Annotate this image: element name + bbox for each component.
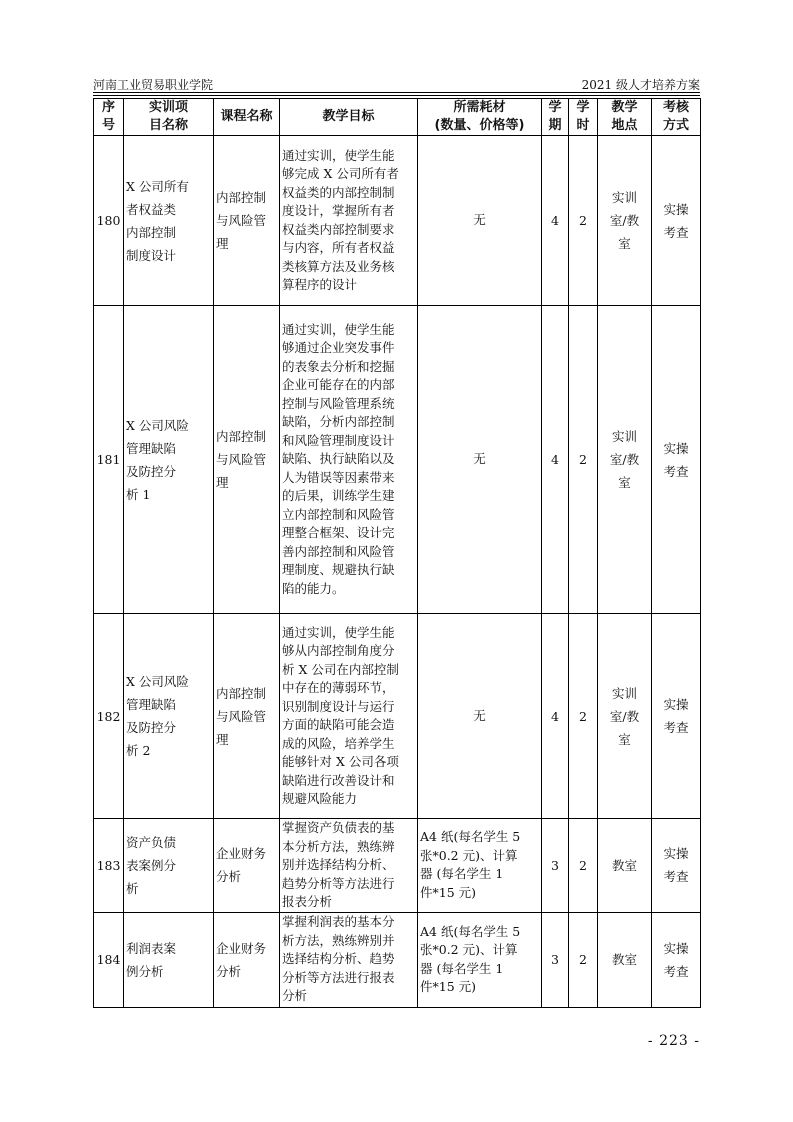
cell-hours: 2 bbox=[569, 614, 598, 819]
cell-course-line: 理 bbox=[216, 731, 229, 747]
cell-goal-line: 算程序的设计 bbox=[282, 277, 358, 292]
cell-method bbox=[652, 912, 701, 1007]
cell-goal-line: 陷的能力。 bbox=[282, 580, 345, 596]
cell-materials-line: 张*0.2 元)、计算 bbox=[420, 942, 518, 957]
cell-goal-line: 和风险管理制度设计 bbox=[282, 432, 395, 448]
cell-semester: 4 bbox=[542, 306, 569, 614]
cell-place bbox=[598, 306, 652, 614]
cell-place-line: 室 bbox=[618, 475, 631, 490]
table-row bbox=[94, 819, 701, 913]
cell-materials bbox=[418, 136, 542, 306]
cell-goal-line: 够完成 X 公司所有者 bbox=[282, 166, 399, 181]
school-name: 河南工业贸易职业学院 bbox=[93, 78, 214, 92]
cell-goal bbox=[280, 136, 418, 306]
cell-course-line: 分析 bbox=[216, 869, 242, 885]
document-title: 2021 级人才培养方案 bbox=[581, 78, 700, 92]
cell-semester: 4 bbox=[542, 614, 569, 819]
cell-place bbox=[598, 614, 652, 819]
cell-goal-line: 与内容，所有者权益 bbox=[282, 240, 395, 255]
cell-place-line: 室/教 bbox=[609, 213, 640, 228]
cell-method-line: 实操 bbox=[663, 846, 689, 862]
cell-course-line: 企业财务 bbox=[216, 940, 267, 956]
cell-place-line: 教室 bbox=[611, 857, 637, 873]
cell-method bbox=[652, 614, 701, 819]
cell-course-line: 与风险管 bbox=[216, 452, 267, 467]
cell-goal-line: 的后果，训练学生建 bbox=[282, 488, 395, 504]
cell-goal-line: 企业可能存在的内部 bbox=[282, 377, 395, 393]
header-method bbox=[652, 99, 701, 136]
cell-place bbox=[598, 912, 652, 1007]
training-plan-table bbox=[93, 98, 701, 1008]
cell-materials-line: 无 bbox=[473, 707, 486, 723]
header-seq bbox=[94, 99, 124, 136]
cell-project bbox=[124, 306, 214, 614]
cell-goal-line: 缺陷，分析内部控制 bbox=[282, 414, 395, 430]
cell-hours: 2 bbox=[569, 136, 598, 306]
cell-goal-line: 类核算方法及业务核 bbox=[282, 258, 395, 274]
cell-materials-line: 件*15 元) bbox=[420, 884, 477, 900]
cell-seq: 183 bbox=[94, 819, 124, 913]
cell-project-line: 者权益类 bbox=[126, 201, 177, 217]
cell-goal-line: 析方法，熟练辨别并 bbox=[282, 932, 395, 948]
cell-project-line: 例分析 bbox=[126, 963, 164, 979]
cell-method-line: 实操 bbox=[663, 440, 689, 456]
header-materials bbox=[418, 99, 542, 136]
cell-method-line: 实操 bbox=[663, 201, 689, 217]
page-number: - 223 - bbox=[647, 1033, 700, 1049]
cell-hours: 2 bbox=[569, 306, 598, 614]
cell-place-line: 教室 bbox=[611, 952, 637, 967]
cell-goal bbox=[280, 819, 418, 913]
cell-goal-line: 方面的缺陷可能会造 bbox=[282, 717, 395, 732]
cell-method-line: 考查 bbox=[663, 720, 689, 735]
cell-project bbox=[124, 912, 214, 1007]
header-line: 考核 bbox=[662, 100, 689, 115]
cell-place-line: 实训 bbox=[611, 190, 637, 205]
cell-hours: 2 bbox=[569, 819, 598, 913]
cell-method-line: 考查 bbox=[663, 463, 689, 479]
header-line: 所需耗材 bbox=[453, 100, 506, 115]
cell-goal-line: 缺陷进行改善设计和 bbox=[282, 772, 395, 788]
cell-place-line: 室/教 bbox=[609, 452, 640, 467]
cell-method-line: 实操 bbox=[663, 940, 689, 956]
cell-course bbox=[214, 614, 280, 819]
cell-goal-line: 中存在的薄弱环节， bbox=[282, 680, 395, 695]
cell-course-line: 分析 bbox=[216, 963, 242, 979]
cell-goal-line: 能够针对 X 公司各项 bbox=[282, 754, 399, 769]
cell-course-line: 与风险管 bbox=[216, 213, 267, 228]
header-line: 期 bbox=[548, 118, 562, 133]
cell-goal-line: 立内部控制和风险管 bbox=[282, 506, 395, 522]
cell-goal-line: 权益类的内部控制制 bbox=[282, 184, 395, 200]
cell-seq: 182 bbox=[94, 614, 124, 819]
cell-hours: 2 bbox=[569, 912, 598, 1007]
cell-project-line: 及防控分 bbox=[126, 720, 177, 735]
cell-course bbox=[214, 819, 280, 913]
cell-materials-line: A4 纸(每名学生 5 bbox=[420, 923, 521, 939]
cell-project-line: 及防控分 bbox=[126, 463, 177, 479]
cell-course-line: 内部控制 bbox=[216, 190, 267, 205]
cell-method bbox=[652, 136, 701, 306]
cell-goal-line: 人为错误等因素带来 bbox=[282, 469, 395, 485]
cell-method bbox=[652, 819, 701, 913]
cell-method-line: 考查 bbox=[663, 963, 689, 979]
cell-course-line: 与风险管 bbox=[216, 708, 267, 724]
cell-project-line: 制度设计 bbox=[126, 247, 177, 263]
cell-goal-line: 报表分析 bbox=[282, 894, 333, 909]
header-semester bbox=[542, 99, 569, 136]
table-row bbox=[94, 136, 701, 306]
header-line: 教学 bbox=[611, 100, 638, 115]
cell-course-line: 内部控制 bbox=[216, 685, 267, 701]
cell-goal-line: 控制与风险管理系统 bbox=[282, 395, 395, 411]
cell-place-line: 实训 bbox=[611, 429, 637, 444]
cell-semester: 3 bbox=[542, 912, 569, 1007]
header-goal: 教学目标 bbox=[280, 99, 418, 136]
cell-project-line: X 公司所有 bbox=[126, 178, 189, 194]
cell-materials-line: 无 bbox=[473, 451, 486, 467]
cell-project bbox=[124, 614, 214, 819]
cell-materials-line: 器 (每名学生 1 bbox=[420, 866, 504, 882]
cell-place bbox=[598, 819, 652, 913]
header-line: 学 bbox=[548, 100, 562, 115]
header-line: 实训项 bbox=[148, 100, 188, 115]
cell-method-line: 考查 bbox=[663, 224, 689, 240]
cell-project-line: 析 bbox=[126, 880, 139, 896]
cell-goal-line: 析 X 公司在内部控制 bbox=[282, 661, 399, 677]
header-line: 目名称 bbox=[148, 118, 188, 133]
cell-goal bbox=[280, 912, 418, 1007]
cell-place-line: 实训 bbox=[611, 685, 637, 701]
cell-materials-line: 件*15 元) bbox=[420, 979, 477, 994]
cell-goal-line: 识别制度设计与运行 bbox=[282, 698, 395, 714]
cell-place-line: 室 bbox=[618, 236, 631, 251]
cell-seq: 180 bbox=[94, 136, 124, 306]
cell-method-line: 考查 bbox=[663, 869, 689, 885]
cell-course-line: 理 bbox=[216, 475, 229, 490]
cell-place bbox=[598, 136, 652, 306]
cell-materials bbox=[418, 819, 542, 913]
cell-goal bbox=[280, 306, 418, 614]
header-project bbox=[124, 99, 214, 136]
cell-goal-line: 趋势分析等方法进行 bbox=[282, 875, 395, 891]
cell-place-line: 室 bbox=[618, 731, 631, 747]
cell-goal-line: 善内部控制和风险管 bbox=[282, 543, 395, 559]
header-line: 方式 bbox=[662, 118, 689, 133]
cell-goal bbox=[280, 614, 418, 819]
cell-goal-line: 选择结构分析、趋势 bbox=[282, 951, 395, 967]
cell-materials bbox=[418, 912, 542, 1007]
cell-materials-line: 无 bbox=[473, 212, 486, 228]
cell-course bbox=[214, 912, 280, 1007]
cell-goal-line: 够从内部控制角度分 bbox=[282, 643, 395, 658]
cell-goal-line: 度设计，掌握所有者 bbox=[282, 203, 395, 218]
cell-goal-line: 理整合框架、设计完 bbox=[282, 525, 395, 541]
cell-project-line: 管理缺陷 bbox=[126, 440, 177, 456]
header-line: (数量、价格等) bbox=[434, 118, 525, 133]
cell-project-line: X 公司风险 bbox=[126, 417, 189, 433]
header-line: 地点 bbox=[611, 118, 638, 133]
cell-goal-line: 别并选择结构分析、 bbox=[282, 857, 395, 872]
cell-course-line: 理 bbox=[216, 236, 229, 251]
cell-goal-line: 权益类内部控制要求 bbox=[282, 221, 395, 237]
table-header-row bbox=[94, 99, 701, 136]
header-place bbox=[598, 99, 652, 136]
cell-goal-line: 掌握资产负债表的基 bbox=[282, 820, 395, 835]
cell-project-line: 利润表案 bbox=[126, 940, 177, 956]
cell-project-line: 析 2 bbox=[126, 743, 151, 758]
cell-project bbox=[124, 819, 214, 913]
header-line: 序 bbox=[101, 100, 115, 115]
cell-project-line: 内部控制 bbox=[126, 224, 177, 240]
header-rule-thick bbox=[93, 92, 700, 93]
cell-goal-line: 规避风险能力 bbox=[282, 791, 358, 806]
cell-semester: 3 bbox=[542, 819, 569, 913]
cell-goal-line: 通过实训，使学生能 bbox=[282, 321, 395, 337]
cell-goal-line: 成的风险，培养学生 bbox=[282, 735, 395, 751]
cell-seq: 181 bbox=[94, 306, 124, 614]
cell-project bbox=[124, 136, 214, 306]
cell-goal-line: 本分析方法，熟练辨 bbox=[282, 838, 395, 854]
cell-course-line: 内部控制 bbox=[216, 429, 267, 444]
cell-goal-line: 通过实训，使学生能 bbox=[282, 147, 395, 163]
cell-goal-line: 分析等方法进行报表 bbox=[282, 969, 395, 985]
cell-project-line: 析 1 bbox=[126, 486, 151, 502]
cell-goal-line: 理制度、规避执行缺 bbox=[282, 562, 395, 578]
header-line: 学 bbox=[576, 100, 590, 115]
table-row bbox=[94, 614, 701, 819]
cell-project-line: X 公司风险 bbox=[126, 674, 189, 689]
cell-method bbox=[652, 306, 701, 614]
cell-project-line: 表案例分 bbox=[126, 857, 177, 873]
page-header bbox=[93, 72, 700, 92]
cell-course-line: 企业财务 bbox=[216, 846, 267, 862]
cell-course bbox=[214, 306, 280, 614]
header-hours bbox=[569, 99, 598, 136]
cell-method-line: 实操 bbox=[663, 697, 689, 712]
cell-project-line: 资产负债 bbox=[126, 834, 177, 850]
cell-goal-line: 通过实训，使学生能 bbox=[282, 624, 395, 640]
cell-materials bbox=[418, 306, 542, 614]
cell-goal-line: 掌握利润表的基本分 bbox=[282, 914, 395, 930]
cell-seq: 184 bbox=[94, 912, 124, 1007]
cell-goal-line: 够通过企业突发事件 bbox=[282, 340, 395, 356]
header-line: 时 bbox=[576, 118, 590, 133]
header-line: 号 bbox=[101, 118, 115, 133]
cell-goal-line: 缺陷、执行缺陷以及 bbox=[282, 451, 395, 467]
cell-materials-line: 器 (每名学生 1 bbox=[420, 960, 504, 976]
cell-goal-line: 的表象去分析和挖掘 bbox=[282, 358, 395, 374]
cell-course bbox=[214, 136, 280, 306]
header-rule-thin bbox=[93, 95, 700, 96]
cell-materials bbox=[418, 614, 542, 819]
table-row bbox=[94, 912, 701, 1007]
header-course: 课程名称 bbox=[214, 99, 280, 136]
cell-materials-line: A4 纸(每名学生 5 bbox=[420, 829, 521, 845]
cell-project-line: 管理缺陷 bbox=[126, 697, 177, 712]
cell-semester: 4 bbox=[542, 136, 569, 306]
table-row bbox=[94, 306, 701, 614]
cell-place-line: 室/教 bbox=[609, 708, 640, 724]
cell-materials-line: 张*0.2 元)、计算 bbox=[420, 847, 518, 863]
cell-goal-line: 分析 bbox=[282, 988, 308, 1004]
